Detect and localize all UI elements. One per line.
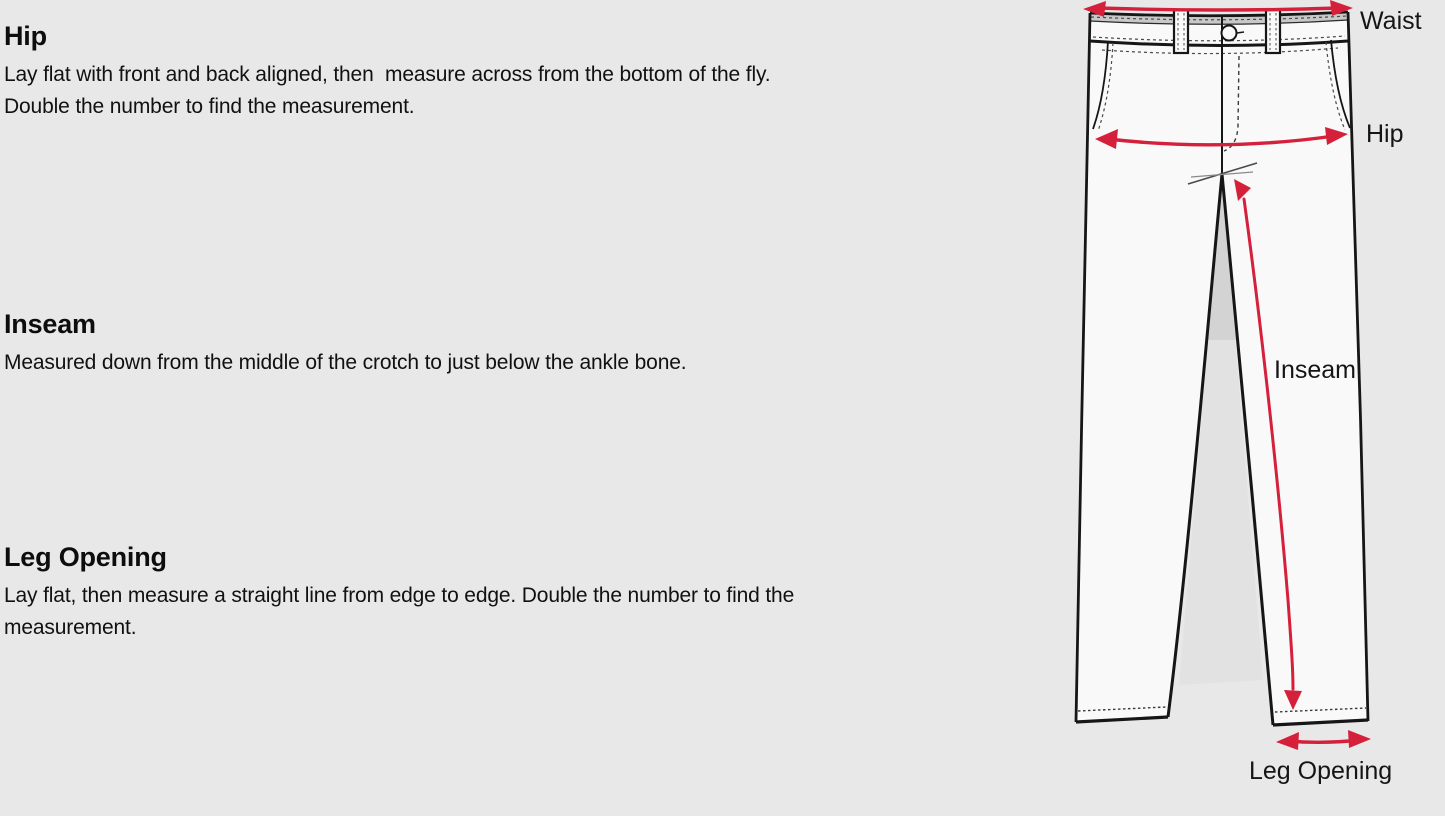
leg-opening-arrow-head-left <box>1276 732 1299 750</box>
section-leg-opening <box>4 540 794 644</box>
hip-label: Hip <box>1366 120 1404 148</box>
waist-label: Waist <box>1360 7 1422 35</box>
belt-loop-right <box>1266 10 1280 53</box>
waist-button <box>1222 26 1237 41</box>
section-hip-heading: Hip <box>4 21 47 51</box>
section-inseam <box>4 307 686 379</box>
section-hip-line-2: Double the number to find the measurement. <box>4 95 415 118</box>
waist-arrow-line <box>1098 8 1338 10</box>
section-hip-line-1: Lay flat with front and back aligned, then measure across from the bottom of the fly. <box>4 63 771 86</box>
section-inseam-heading: Inseam <box>4 309 96 339</box>
inseam-label: Inseam <box>1274 356 1356 384</box>
section-hip <box>4 19 770 123</box>
leg-opening-label: Leg Opening <box>1249 757 1393 785</box>
section-leg-opening-line-2: measurement. <box>4 616 137 639</box>
section-leg-opening-line-1: Lay flat, then measure a straight line from edge to edge. Double the number to find the <box>4 584 795 607</box>
leg-opening-arrow-head-right <box>1348 730 1371 748</box>
waistband-top-edge <box>1090 12 1348 16</box>
section-leg-opening-heading: Leg Opening <box>4 542 167 572</box>
belt-loop-left <box>1174 10 1188 53</box>
section-inseam-line-1: Measured down from the middle of the crotch to just below the ankle bone. <box>4 351 687 374</box>
pants-measurement-diagram <box>1060 0 1445 816</box>
buttonhole <box>1237 32 1244 33</box>
